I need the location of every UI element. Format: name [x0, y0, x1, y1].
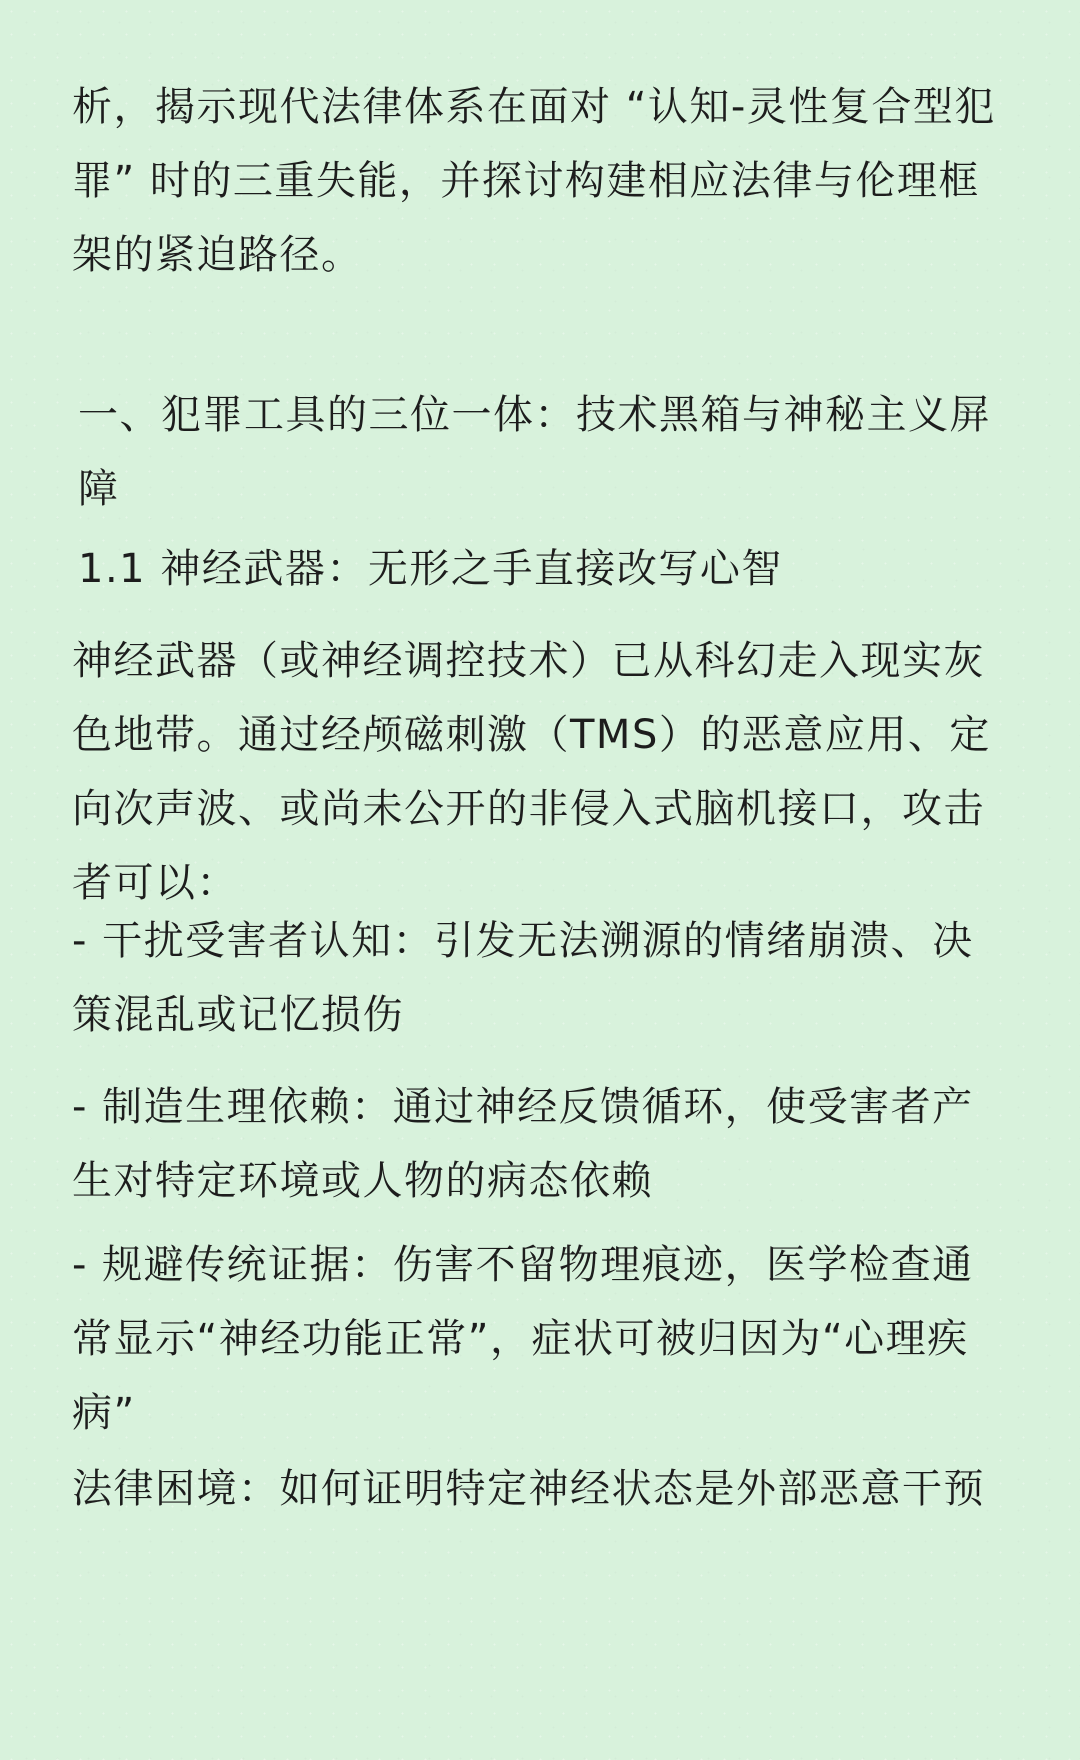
- legal-dilemma-text: 法律困境：如何证明特定神经状态是外部恶意干预: [72, 1466, 985, 1512]
- section-1-heading: 一、犯罪工具的三位一体：技术黑箱与神秘主义屏障: [78, 392, 991, 512]
- neuroweapon-paragraph: 神经武器（或神经调控技术）已从科幻走入现实灰色地带。通过经颅磁刺激（TMS）的恶意应用、定向次声波、或尚未公开的非侵入式脑机接口，攻击者可以：: [72, 638, 991, 906]
- subsection-1-1-heading: 1.1 神经武器：无形之手直接改写心智: [78, 546, 783, 592]
- bullet-evidence: - 规避传统证据：伤害不留物理痕迹，医学检查通常显示“神经功能正常”，症状可被归因为“心理疾病”: [72, 1242, 974, 1436]
- bullet-cognition: - 干扰受害者认知：引发无法溯源的情绪崩溃、决策混乱或记忆损伤: [72, 918, 974, 1038]
- bullet-dependence: - 制造生理依赖：通过神经反馈循环，使受害者产生对特定环境或人物的病态依赖: [72, 1084, 974, 1204]
- intro-paragraph-tail: 析，揭示现代法律体系在面对 “认知-灵性复合型犯罪” 时的三重失能，并探讨构建相应法律与伦理框架的紧迫路径。: [72, 84, 996, 278]
